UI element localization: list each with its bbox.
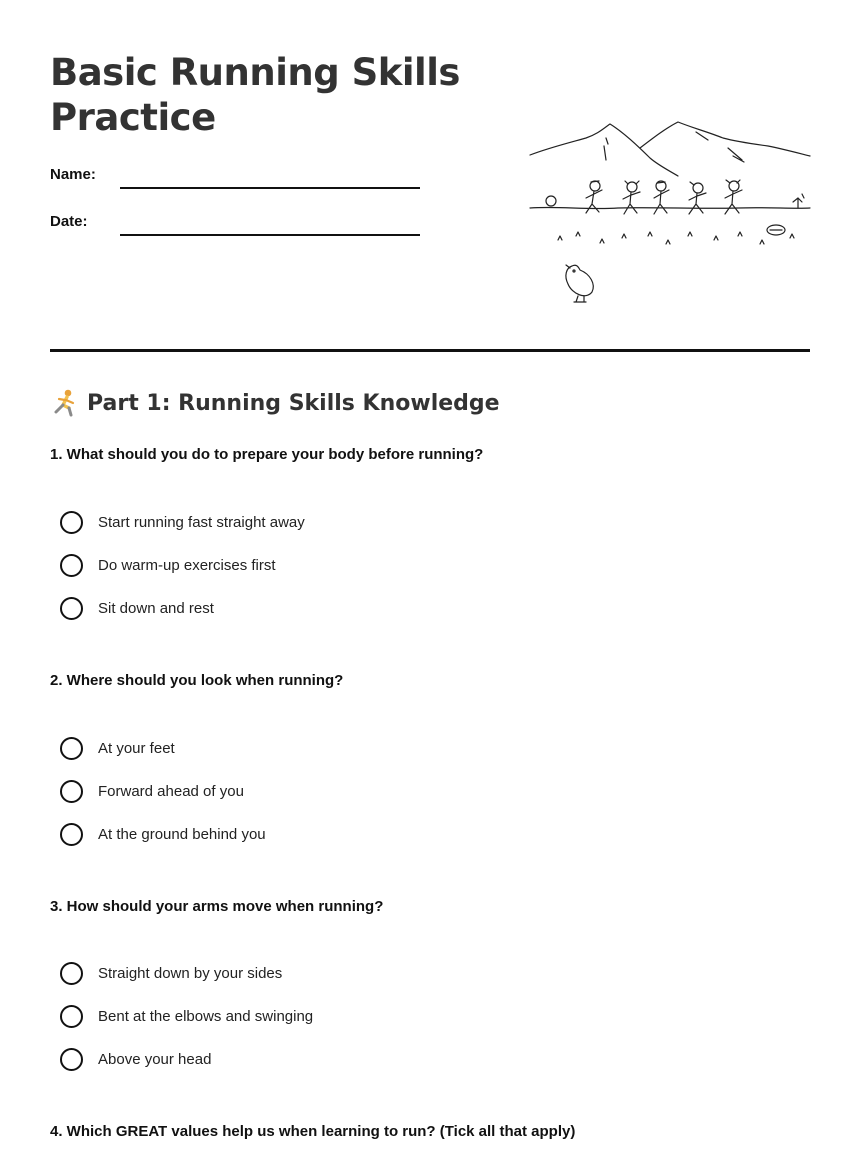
q2-option-1[interactable]	[60, 735, 175, 761]
name-label: Name:	[50, 166, 96, 183]
section-title-text: Part 1: Running Skills Knowledge	[87, 390, 500, 416]
option-label: Start running fast straight away	[98, 513, 305, 531]
option-label: Straight down by your sides	[98, 964, 283, 982]
radio-button[interactable]	[60, 1005, 83, 1028]
q1-option-3[interactable]	[60, 595, 214, 621]
question-2: 2. Where should you look when running?	[50, 672, 344, 689]
q3-option-2[interactable]	[60, 1003, 313, 1029]
section-heading	[50, 388, 500, 418]
section-divider	[50, 349, 810, 352]
option-label: At the ground behind you	[98, 825, 266, 843]
option-label: Sit down and rest	[98, 599, 214, 617]
question-1: 1. What should you do to prepare your body before running?	[50, 446, 484, 463]
running-children-mountains-illustration	[528, 118, 813, 308]
q1-option-2[interactable]	[60, 552, 276, 578]
radio-button[interactable]	[60, 737, 83, 760]
radio-button[interactable]	[60, 597, 83, 620]
option-label: Do warm-up exercises first	[98, 556, 276, 574]
option-label: Forward ahead of you	[98, 782, 244, 800]
q1-option-1[interactable]	[60, 509, 305, 535]
radio-button[interactable]	[60, 554, 83, 577]
q2-option-2[interactable]	[60, 778, 244, 804]
option-label: Bent at the elbows and swinging	[98, 1007, 314, 1025]
question-3: 3. How should your arms move when running?	[50, 898, 384, 915]
question-4: 4. Which GREAT values help us when learning to run? (Tick all that apply)	[50, 1123, 576, 1140]
option-label: At your feet	[98, 739, 175, 757]
date-field[interactable]	[120, 234, 420, 236]
worksheet-title: Basic Running Skills Practice	[50, 51, 460, 139]
radio-button[interactable]	[60, 511, 83, 534]
radio-button[interactable]	[60, 962, 83, 985]
option-label: Above your head	[98, 1050, 212, 1068]
q3-option-3[interactable]	[60, 1046, 211, 1072]
runner-emoji-icon	[50, 388, 80, 418]
q2-option-3[interactable]	[60, 821, 266, 847]
q3-option-1[interactable]	[60, 960, 282, 986]
radio-button[interactable]	[60, 1048, 83, 1071]
radio-button[interactable]	[60, 780, 83, 803]
date-label: Date:	[50, 213, 88, 230]
name-field[interactable]	[120, 187, 420, 189]
radio-button[interactable]	[60, 823, 83, 846]
